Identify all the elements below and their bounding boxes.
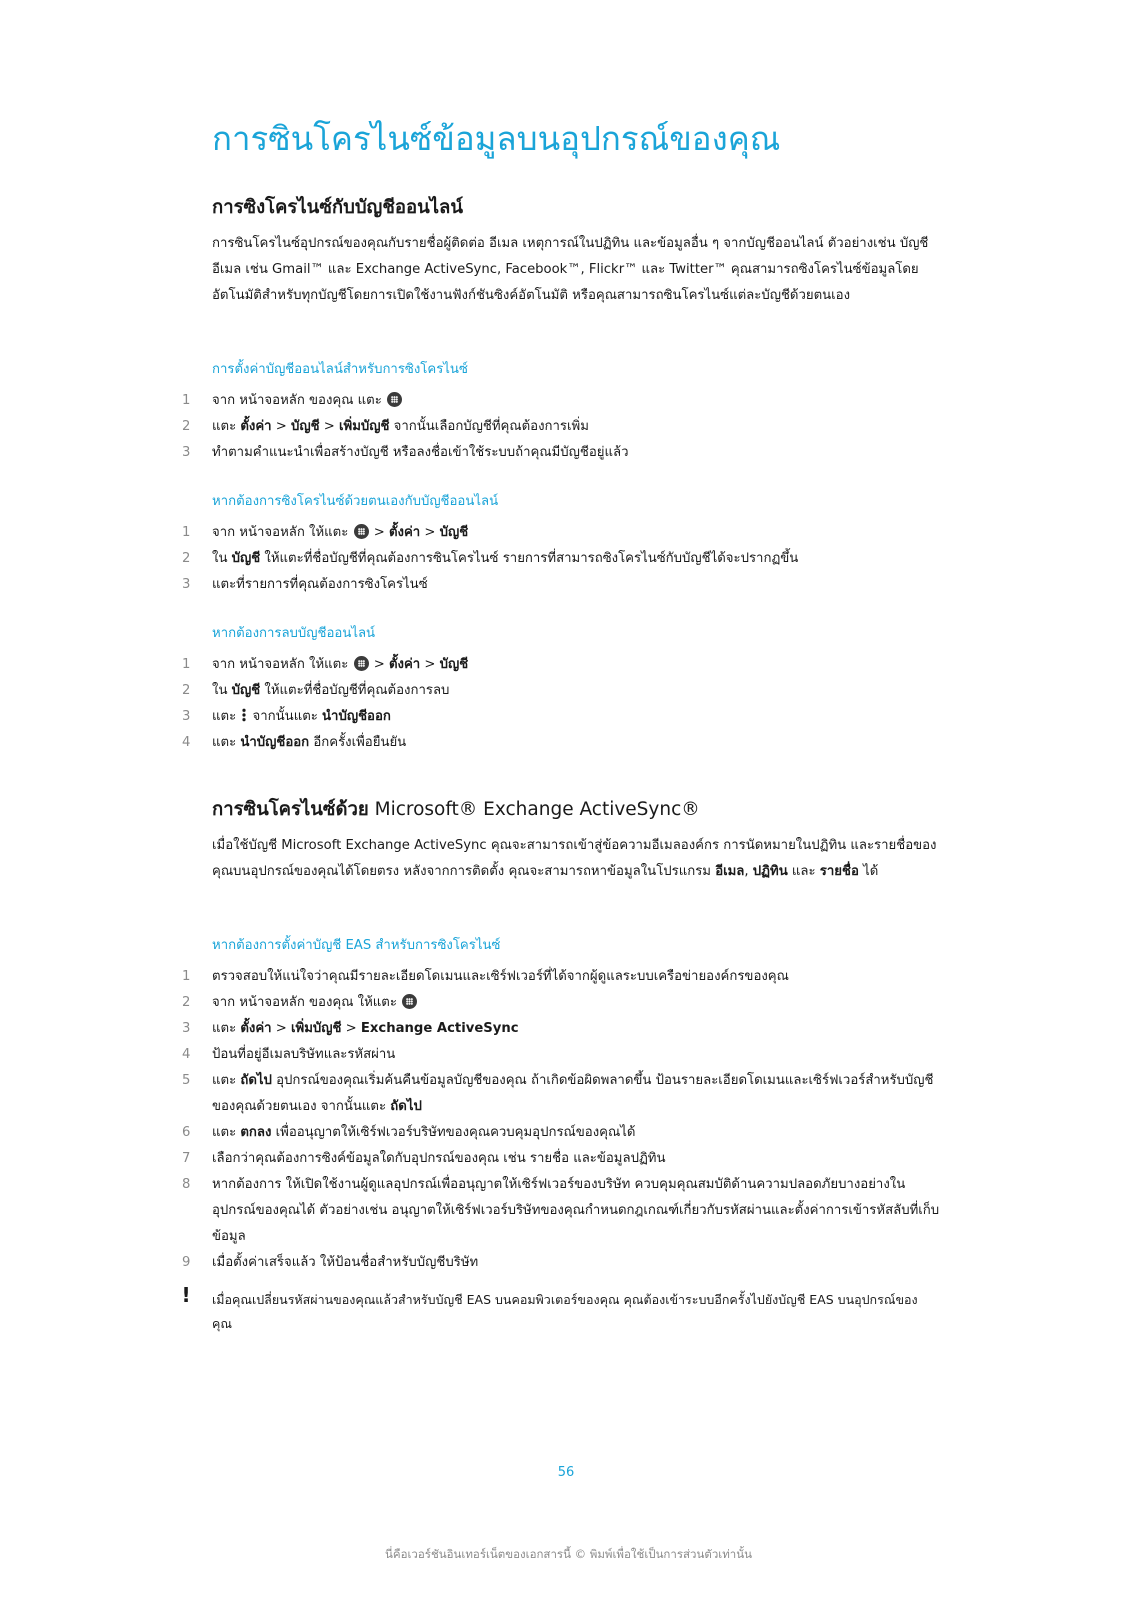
step-text: หากต้องการ ให้เปิดใช้งานผู้ดูแลอุปกรณ์เพื่ออนุญาตให้เซิร์ฟเวอร์ของบริษัท ควบคุมคุณสมบัติด้านความปลอดภัยบางอย่างในอุปกรณ์ของคุณได้ ตัวอย่างเช่น อนุญาตให้เซิร์ฟเวอร์บริษัทของคุณกำหนดกฎเกณฑ์เกี่ยวกับรหัสผ่านและตั้งค่าการเข้ารหัสลับที่เก็บข้อมูล xyxy=(212,1177,940,1244)
menu-path-settings: ตั้งค่า xyxy=(240,1021,272,1036)
step-text: เมื่อตั้งค่าเสร็จแล้ว ให้ป้อนชื่อสำหรับบัญชีบริษัท xyxy=(212,1255,479,1270)
menu-path-exchange: Exchange ActiveSync xyxy=(360,1021,519,1036)
page-number: 56 xyxy=(557,1465,575,1480)
button-ref-next: ถัดไป xyxy=(390,1099,422,1114)
menu-separator: > xyxy=(271,419,292,434)
menu-separator: > xyxy=(369,525,389,540)
step-number: 9 xyxy=(182,1255,191,1270)
step-text: เลือกว่าคุณต้องการซิงค์ข้อมูลใดกับอุปกรณ์ของคุณ เช่น รายชื่อ และข้อมูลปฏิทิน xyxy=(212,1151,666,1166)
menu-path-remove-account: นำบัญชีออก xyxy=(322,709,391,724)
step-number: 4 xyxy=(182,735,191,750)
step-number: 8 xyxy=(182,1177,191,1192)
step-text: เพื่ออนุญาตให้เซิร์ฟเวอร์บริษัทของคุณควบคุมอุปกรณ์ของคุณได้ xyxy=(271,1125,636,1140)
step-number: 5 xyxy=(182,1073,191,1088)
exclamation-icon: ! xyxy=(181,1283,191,1307)
button-ref-ok: ตกลง xyxy=(240,1125,272,1140)
list-item xyxy=(182,1016,942,1042)
menu-separator: > xyxy=(319,419,340,434)
step-text: จากนั้นแตะ xyxy=(248,709,323,724)
step-text: แตะ xyxy=(212,1125,241,1140)
app-name-contacts: รายชื่อ xyxy=(819,864,859,879)
menu-path-accounts: บัญชี xyxy=(439,525,469,540)
menu-path-accounts: บัญชี xyxy=(439,657,469,672)
step-number: 3 xyxy=(182,577,191,592)
step-text: อีกครั้งเพื่อยืนยัน xyxy=(309,735,407,750)
step-text: ทำตามคำแนะนำเพื่อสร้างบัญชี หรือลงชื่อเข้าใช้ระบบถ้าคุณมีบัญชีอยู่แล้ว xyxy=(212,445,629,460)
step-number: 1 xyxy=(182,657,191,672)
section-intro-online-accounts: การซินโครไนซ์อุปกรณ์ของคุณกับรายชื่อผู้ติดต่อ อีเมล เหตุการณ์ในปฏิทิน และข้อมูลอื่น ๆ จากบัญชีออนไลน์ ตัวอย่างเช่น บัญชีอีเมล เช่น Gmail™ และ Exchange ActiveSync, Facebook™, Flickr™ และ Twitter™ คุณสามารถซิงโครไนซ์ข้อมูลโดยอัตโนมัติสำหรับทุกบัญชีโดยการเปิดใช้งานฟังก์ชันซิงค์อัตโนมัติ หรือคุณสามารถซินโครไนซ์แต่ละบัญชีด้วยตนเอง xyxy=(212,236,929,303)
menu-path-settings: ตั้งค่า xyxy=(388,657,421,672)
menu-path-accounts: บัญชี xyxy=(231,551,261,566)
step-text: แตะ xyxy=(212,1021,241,1036)
step-number: 1 xyxy=(182,969,191,984)
list-item xyxy=(182,1042,942,1068)
menu-path-settings: ตั้งค่า xyxy=(388,525,421,540)
apps-icon xyxy=(354,656,369,671)
step-text: จาก หน้าจอหลัก ให้แตะ xyxy=(212,525,349,540)
page-title: การซินโครไนซ์ข้อมูลบนอุปกรณ์ของคุณ xyxy=(212,119,781,158)
step-text: อุปกรณ์ของคุณเริ่มค้นคืนข้อมูลบัญชีของคุณ ถ้าเกิดข้อผิดพลาดขึ้น ป้อนรายละเอียดโดเมนและเซิร์ฟเวอร์สำหรับบัญชีของคุณด้วยตนเอง จากนั้นแตะ xyxy=(212,1073,934,1114)
menu-path-remove-account: นำบัญชีออก xyxy=(240,735,310,750)
menu-separator: > xyxy=(271,1021,292,1036)
footer-disclaimer: นี่คือเวอร์ชันอินเทอร์เน็ตของเอกสารนี้ © พิมพ์เพื่อใช้เป็นการส่วนตัวเท่านั้น xyxy=(385,1547,752,1561)
intro-text: เมื่อใช้บัญชี Microsoft Exchange ActiveSync คุณจะสามารถเข้าสู่ข้อความอีเมลองค์กร การนัดหมายในปฏิทิน และรายชื่อของคุณบนอุปกรณ์ของคุณได้โดยตรง หลังจากการติดตั้ง คุณจะสามารถหาข้อมูลในโปรแกรม xyxy=(212,838,937,879)
step-number: 1 xyxy=(182,393,191,408)
list-item xyxy=(182,1068,942,1120)
step-text: ใน xyxy=(212,551,232,566)
step-text: แตะที่รายการที่คุณต้องการซิงโครไนซ์ xyxy=(212,577,428,592)
step-number: 2 xyxy=(182,551,191,566)
menu-separator: > xyxy=(420,657,440,672)
menu-separator: > xyxy=(420,525,440,540)
list-item xyxy=(182,1172,942,1250)
menu-separator: > xyxy=(341,1021,361,1036)
step-text: แตะ xyxy=(212,419,241,434)
more-vert-icon xyxy=(242,708,246,722)
intro-text: และ xyxy=(787,864,820,879)
subheading-remove-account: หากต้องการลบบัญชีออนไลน์ xyxy=(212,626,376,641)
subheading-setup-account: การตั้งค่าบัญชีออนไลน์สำหรับการซิงโครไนซ์ xyxy=(212,362,468,377)
list-item xyxy=(182,990,942,1016)
list-item xyxy=(182,678,942,704)
menu-path-settings: ตั้งค่า xyxy=(240,419,272,434)
step-text: ป้อนที่อยู่อีเมลบริษัทและรหัสผ่าน xyxy=(212,1047,396,1062)
step-text: แตะ xyxy=(212,735,241,750)
subheading-eas-setup: หากต้องการตั้งค่าบัญชี EAS สำหรับการซิงโครไนซ์ xyxy=(212,938,501,953)
list-item xyxy=(182,704,942,730)
intro-text: , xyxy=(744,864,753,879)
list-item xyxy=(182,730,942,756)
app-name-calendar: ปฏิทิน xyxy=(752,864,788,879)
step-text: จาก หน้าจอหลัก ของคุณ ให้แตะ xyxy=(212,995,397,1010)
menu-path-add-account: เพิ่มบัญชี xyxy=(339,419,390,434)
list-item xyxy=(182,1146,942,1172)
step-number: 3 xyxy=(182,709,191,724)
app-name-email: อีเมล xyxy=(715,864,745,879)
step-text: แตะ xyxy=(212,709,237,724)
heading-bold-part: การซินโครไนซ์ด้วย xyxy=(212,799,369,820)
menu-path-add-account: เพิ่มบัญชี xyxy=(291,1021,342,1036)
list-item xyxy=(182,964,942,990)
step-number: 3 xyxy=(182,1021,191,1036)
apps-icon xyxy=(354,524,369,539)
list-item xyxy=(182,440,942,466)
menu-separator: > xyxy=(369,657,389,672)
step-number: 7 xyxy=(182,1151,191,1166)
subheading-manual-sync: หากต้องการซิงโครไนซ์ด้วยตนเองกับบัญชีออนไลน์ xyxy=(212,494,499,509)
step-number: 6 xyxy=(182,1125,191,1140)
step-text: ตรวจสอบให้แน่ใจว่าคุณมีรายละเอียดโดเมนและเซิร์ฟเวอร์ที่ได้จากผู้ดูแลระบบเครือข่ายองค์กรของคุณ xyxy=(212,969,789,984)
step-text: จาก หน้าจอหลัก ให้แตะ xyxy=(212,657,349,672)
section-intro-exchange xyxy=(212,833,947,885)
apps-icon xyxy=(387,392,402,407)
step-text: แตะ xyxy=(212,1073,241,1088)
heading-plain-part: Microsoft® Exchange ActiveSync® xyxy=(368,799,700,820)
step-text: จาก หน้าจอหลัก ของคุณ แตะ xyxy=(212,393,382,408)
intro-text: ได้ xyxy=(858,864,879,879)
step-number: 4 xyxy=(182,1047,191,1062)
step-text: ให้แตะที่ชื่อบัญชีที่คุณต้องการซินโครไนซ์ รายการที่สามารถซิงโครไนซ์กับบัญชีได้จะปรากฏขึ้น xyxy=(260,551,799,566)
list-item xyxy=(182,572,942,598)
step-number: 2 xyxy=(182,683,191,698)
step-text: จากนั้นเลือกบัญชีที่คุณต้องการเพิ่ม xyxy=(389,419,589,434)
list-item xyxy=(182,414,942,440)
step-text: ใน xyxy=(212,683,232,698)
step-number: 1 xyxy=(182,525,191,540)
list-item xyxy=(182,1250,942,1276)
note-text: เมื่อคุณเปลี่ยนรหัสผ่านของคุณแล้วสำหรับบัญชี EAS บนคอมพิวเตอร์ของคุณ คุณต้องเข้าระบบอีกครั้งไปยังบัญชี EAS บนอุปกรณ์ของคุณ xyxy=(212,1292,918,1331)
step-number: 3 xyxy=(182,445,191,460)
menu-path-accounts: บัญชี xyxy=(231,683,261,698)
list-item xyxy=(182,520,942,546)
step-number: 2 xyxy=(182,995,191,1010)
list-item xyxy=(182,546,942,572)
list-item xyxy=(182,1120,942,1146)
menu-path-accounts: บัญชี xyxy=(291,419,320,434)
button-ref-next: ถัดไป xyxy=(240,1073,272,1088)
section-heading-online-accounts: การซิงโครไนซ์กับบัญชีออนไลน์ xyxy=(212,197,464,218)
apps-icon xyxy=(402,994,417,1009)
step-number: 2 xyxy=(182,419,191,434)
list-item xyxy=(182,388,942,414)
list-item xyxy=(182,652,942,678)
step-text: ให้แตะที่ชื่อบัญชีที่คุณต้องการลบ xyxy=(260,683,450,698)
section-heading-exchange-activesync xyxy=(212,795,700,824)
